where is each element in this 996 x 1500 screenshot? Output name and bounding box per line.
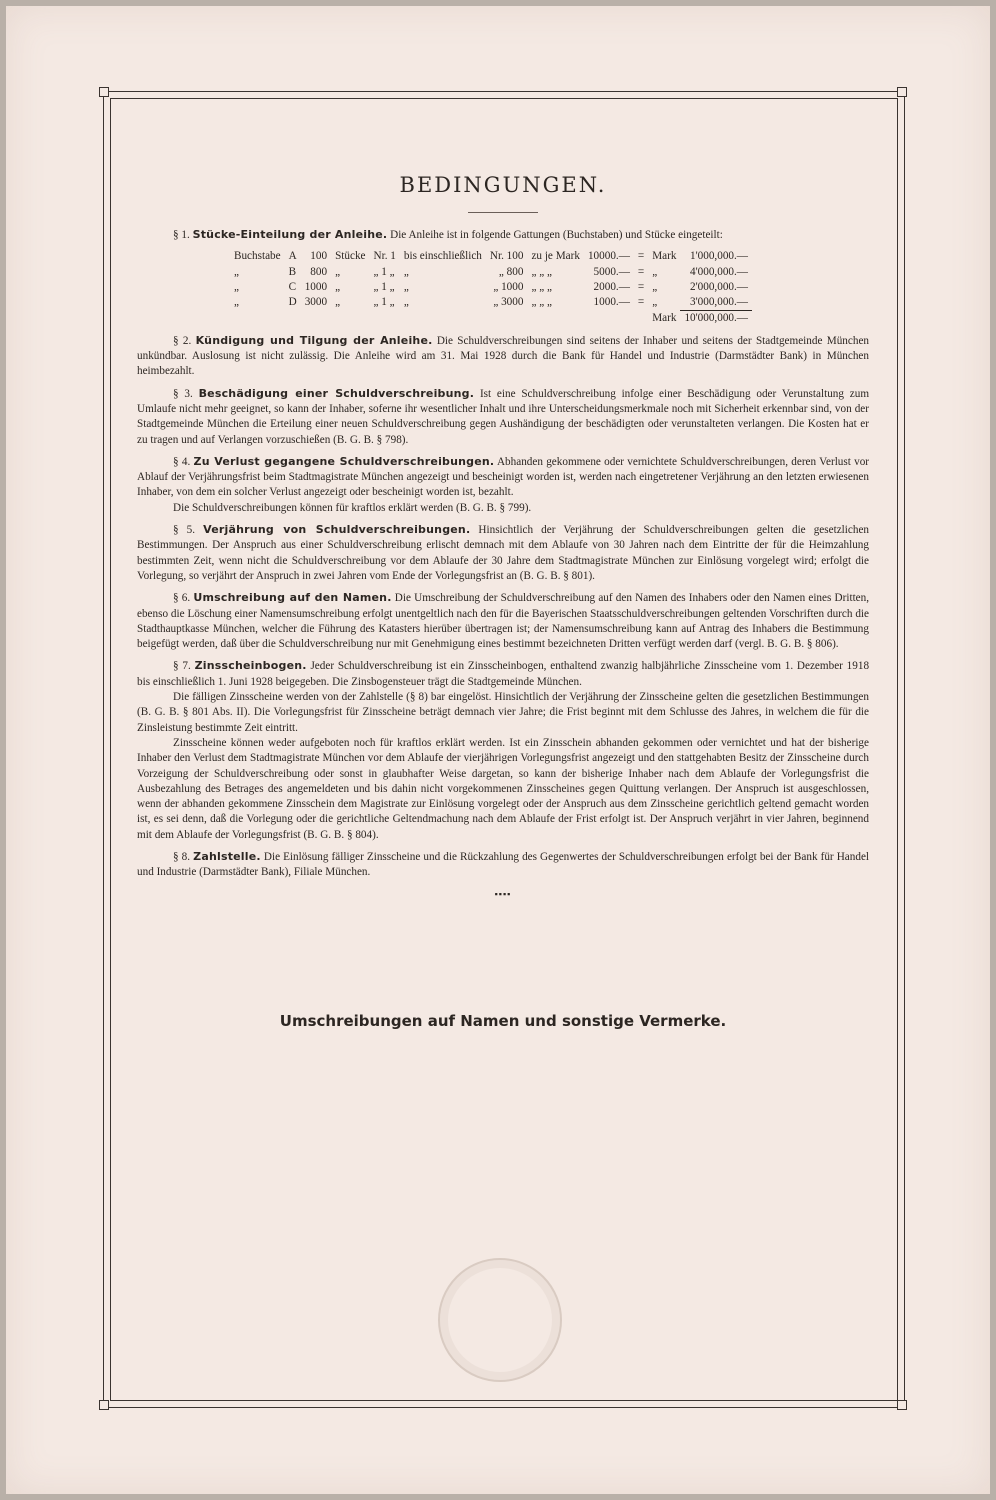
shares-cell: „: [403, 265, 409, 278]
section-text: Die Anleihe ist in folgende Gattungen (Buchstaben) und Stücke eingeteilt:: [390, 229, 723, 241]
shares-cell: 100: [310, 250, 328, 263]
section-paragraph: Die Schuldverschreibungen können für kraftlos erklärt werden (B. G. B. § 799).: [173, 501, 532, 514]
shares-row: [230, 249, 752, 264]
section-1: [137, 227, 869, 243]
shares-cell: Mark: [652, 250, 677, 263]
shares-total-row: [230, 311, 752, 327]
shares-cell: 2000.—: [593, 280, 630, 293]
page-title: BEDINGUNGEN.: [399, 173, 607, 197]
shares-cell: Nr. 1: [373, 250, 396, 263]
shares-cell: „ 1 „: [373, 280, 395, 293]
section-number: § 7.: [173, 660, 191, 673]
section-title: Zinsscheinbogen.: [194, 659, 307, 673]
section-number: § 3.: [173, 387, 193, 400]
shares-cell: „ 1 „: [373, 265, 395, 278]
shares-cell: „: [234, 296, 239, 309]
shares-cell: Nr. 100: [489, 250, 524, 263]
shares-cell: =: [637, 250, 645, 263]
section-number: § 5.: [173, 524, 196, 537]
section-4: [137, 454, 869, 516]
section-title: Verjährung von Schuldverschreibungen.: [203, 523, 471, 537]
shares-cell: „: [652, 280, 658, 293]
shares-table: [230, 249, 752, 326]
shares-cell: 3'000,000.—: [680, 295, 752, 311]
shares-cell: „: [335, 265, 341, 278]
section-title: Zahlstelle.: [193, 849, 261, 863]
shares-cell: „ „ „: [531, 296, 552, 309]
shares-cell: A: [288, 250, 297, 263]
frame-corner: [897, 87, 907, 97]
section-number: § 2.: [173, 334, 192, 347]
remarks-heading: Umschreibungen auf Namen und sonstige Vermerke.: [279, 1012, 727, 1030]
shares-cell: 1'000,000.—: [690, 250, 748, 263]
conditions-body: [137, 170, 869, 902]
shares-row: [230, 265, 752, 280]
shares-cell: 4'000,000.—: [690, 265, 748, 278]
section-7: [137, 658, 869, 843]
shares-cell: B: [288, 265, 297, 278]
shares-row: [230, 280, 752, 295]
shares-cell: „: [335, 280, 341, 293]
shares-cell: „ 800: [498, 265, 524, 278]
shares-cell: „: [403, 296, 409, 309]
title-rule: [468, 212, 538, 213]
shares-cell: 1000: [304, 280, 328, 293]
shares-cell: 800: [310, 265, 328, 278]
frame-corner: [897, 1400, 907, 1410]
shares-cell: „ 1 „: [373, 296, 395, 309]
section-text: Hinsichtlich der Verjährung der Schuldverschreibungen gelten die gesetzlichen Bestimmungen. Der Anspruch aus einer Schuldverschreibung erlischt demnach mit dem Ablaufe von 30 Jahren nach dem Eintritte der für die Heimzahlung bestimmten Zeit, wenn nicht die Schuldverschreibung vor dem Ablaufe der 30 Jahre dem Stadtmagistrate München zur Einlösung vorgelegt wird; erfolgt die Vorlegung, so verjährt der Anspruch in zwei Jahren vom Ende der Vorlegungsfrist an (B. G. B. § 801).: [137, 524, 870, 582]
shares-cell: =: [637, 280, 645, 293]
shares-cell: =: [637, 296, 645, 309]
shares-cell: Stücke: [335, 250, 366, 263]
section-title: Zu Verlust gegangene Schuldverschreibungen.: [193, 454, 495, 468]
section-title: Umschreibung auf den Namen.: [193, 591, 392, 605]
shares-total-value: 10'000,000.—: [684, 312, 748, 325]
shares-cell: C: [288, 280, 297, 293]
shares-cell: „: [335, 296, 341, 309]
shares-total-unit: Mark: [652, 312, 677, 325]
section-8: [137, 849, 869, 881]
shares-cell: „ 3000: [493, 296, 524, 309]
section-title: Kündigung und Tilgung der Anleihe.: [195, 333, 433, 347]
section-number: § 6.: [173, 592, 191, 605]
frame-corner: [99, 87, 109, 97]
section-number: § 1.: [173, 229, 190, 241]
section-number: § 4.: [173, 455, 191, 468]
shares-row: [230, 295, 752, 311]
section-2: [137, 333, 869, 380]
section-title: Stücke-Einteilung der Anleihe.: [192, 228, 388, 241]
shares-cell: bis einschließlich: [403, 250, 482, 263]
section-6: [137, 590, 869, 652]
shares-cell: „: [652, 265, 658, 278]
shares-cell: 1000.—: [593, 296, 630, 309]
section-text: Die Einlösung fälliger Zinsscheine und die Rückzahlung des Gegenwertes der Schuldverschreibungen erfolgt bei der Bank für Handel und Industrie (Darmstädter Bank), Filiale München.: [137, 850, 870, 879]
shares-cell: D: [288, 296, 297, 309]
section-paragraph: Die fälligen Zinsscheine werden von der Zahlstelle (§ 8) bar eingelöst. Hinsichtlich der Verjährung der Zinsscheine gelten die gesetzlichen Bestimmungen (B. G. B. § 801 Abs. II). Die Vorlegungsfrist für Zinsscheine beträgt demnach vier Jahre; die Frist beginnt mit dem Schlusse des Jahres, in welchem die für die Zinsleistung bestimmte Zeit eintritt.: [137, 691, 869, 734]
section-number: § 8.: [173, 850, 191, 863]
shares-cell: 10000.—: [587, 250, 630, 263]
shares-cell: =: [637, 265, 645, 278]
frame-corner: [99, 1400, 109, 1410]
section-text: Abhanden gekommene oder vernichtete Schuldverschreibungen, deren Verlust vor Ablauf der Verjährungsfrist beim Stadtmagistrate München angezeigt und bescheinigt worden ist, werden nach eingetretener Verjährung an den letzten erwiesenen Inhaber, von dem ein solcher Verlust angezeigt oder bescheinigt worden ist, bezahlt.: [137, 455, 870, 499]
shares-cell: zu je Mark: [531, 250, 580, 263]
section-text: Jeder Schuldverschreibung ist ein Zinsscheinbogen, enthaltend zwanzig halbjährliche Zinsscheine vom 1. Dezember 1918 bis einschließlich 1. Juni 1928 beigegeben. Die Zinsbogensteuer trägt die Stadtgemeinde München.: [137, 660, 870, 688]
embossed-seal: [438, 1258, 562, 1382]
shares-cell: 3000: [304, 296, 328, 309]
shares-cell: „: [234, 280, 239, 293]
section-text: Die Umschreibung der Schuldverschreibung auf den Namen des Inhabers oder den Namen eines Dritten, ebenso die Löschung einer Namensumschreibung erfolgt unentgeltlich nach den für die Bayerischen Staatsschuldverschreibungen geltenden Vorschriften durch die Stadthauptkasse München, welcher die Führung des Katasters hierüber übertragen ist; der Namensumschreibung kann auf Antrag des Inhabers die Bestimmung beigefügt werden, daß über die Schuldverschreibung nur mit Genehmigung eines bestimmt bezeichneten Dritten verfügt werden darf (vergl. B. G. B. § 806).: [137, 592, 870, 651]
shares-cell: 2'000,000.—: [690, 280, 748, 293]
shares-cell: „: [234, 265, 239, 278]
section-title: Beschädigung einer Schuldverschreibung.: [198, 386, 475, 400]
section-separator: ▪▪▪▪: [494, 888, 512, 899]
section-text: Ist eine Schuldverschreibung infolge einer Beschädigung oder Verunstaltung zum Umlaufe nicht mehr geeignet, so kann der Inhaber, soferne ihr wesentlicher Inhalt und ihre Unterscheidungsmerkmale noch mit Sicherheit erkennbar sind, von der Stadtgemeinde München die Erteilung einer neuen Schuldverschreibung gegen Aushändigung der beschädigten oder verunstalteten verlangen. Die Kosten hat er zu tragen und auf Verlangen vorzuschießen (B. G. B. § 798).: [137, 387, 870, 446]
shares-cell: „ „ „: [531, 265, 552, 278]
shares-cell: „ „ „: [531, 280, 552, 293]
section-5: [137, 522, 869, 584]
shares-cell: „: [403, 280, 409, 293]
section-paragraph: Zinsscheine können weder aufgeboten noch für kraftlos erklärt werden. Ist ein Zinsschein abhanden gekommen oder vernichtet und hat der bisherige Inhaber den Verlust dem Stadtmagistrate München vor dem Ablaufe der vierjährigen Vorlegungsfrist angezeigt und den stattgehabten Besitz der Zinsscheine durch Vorzeigung der Schuldverschreibung oder sonst in glaubhafter Weise dargetan, so kann der bisherige Inhaber nach dem Ablaufe der Vorlegungsfrist die Ausbezahlung des Betrages des angemeldeten und bis dahin nicht vorgekommenen Zinsscheines gegen Quittung verlangen. Der Anspruch ist ausgeschlossen, wenn der abhanden gekommene Zinsschein dem Magistrate zur Einlösung vorgelegt oder der Anspruch aus dem Zinsscheine gerichtlich geltend gemacht worden ist, es sei denn, daß die Vorlegung oder die gerichtliche Geltendmachung nach dem Ablaufe der Frist erfolgt ist. Der Anspruch verjährt in vier Jahren, beginnend mit dem Ablaufe der Vorlegungsfrist (B. G. B. § 804).: [137, 736, 869, 841]
section-3: [137, 386, 869, 448]
shares-cell: „: [652, 296, 658, 309]
shares-cell: Buchstabe: [234, 250, 281, 263]
section-text: Die Schuldverschreibungen sind seitens der Inhaber und seitens der Stadtgemeinde München unkündbar. Auslosung ist nicht zulässig. Die Anleihe wird am 31. Mai 1928 durch die Bank für Handel und Industrie (Darmstädter Bank) in München heimbezahlt.: [137, 334, 870, 378]
shares-cell: „ 1000: [493, 280, 524, 293]
shares-cell: 5000.—: [593, 265, 630, 278]
